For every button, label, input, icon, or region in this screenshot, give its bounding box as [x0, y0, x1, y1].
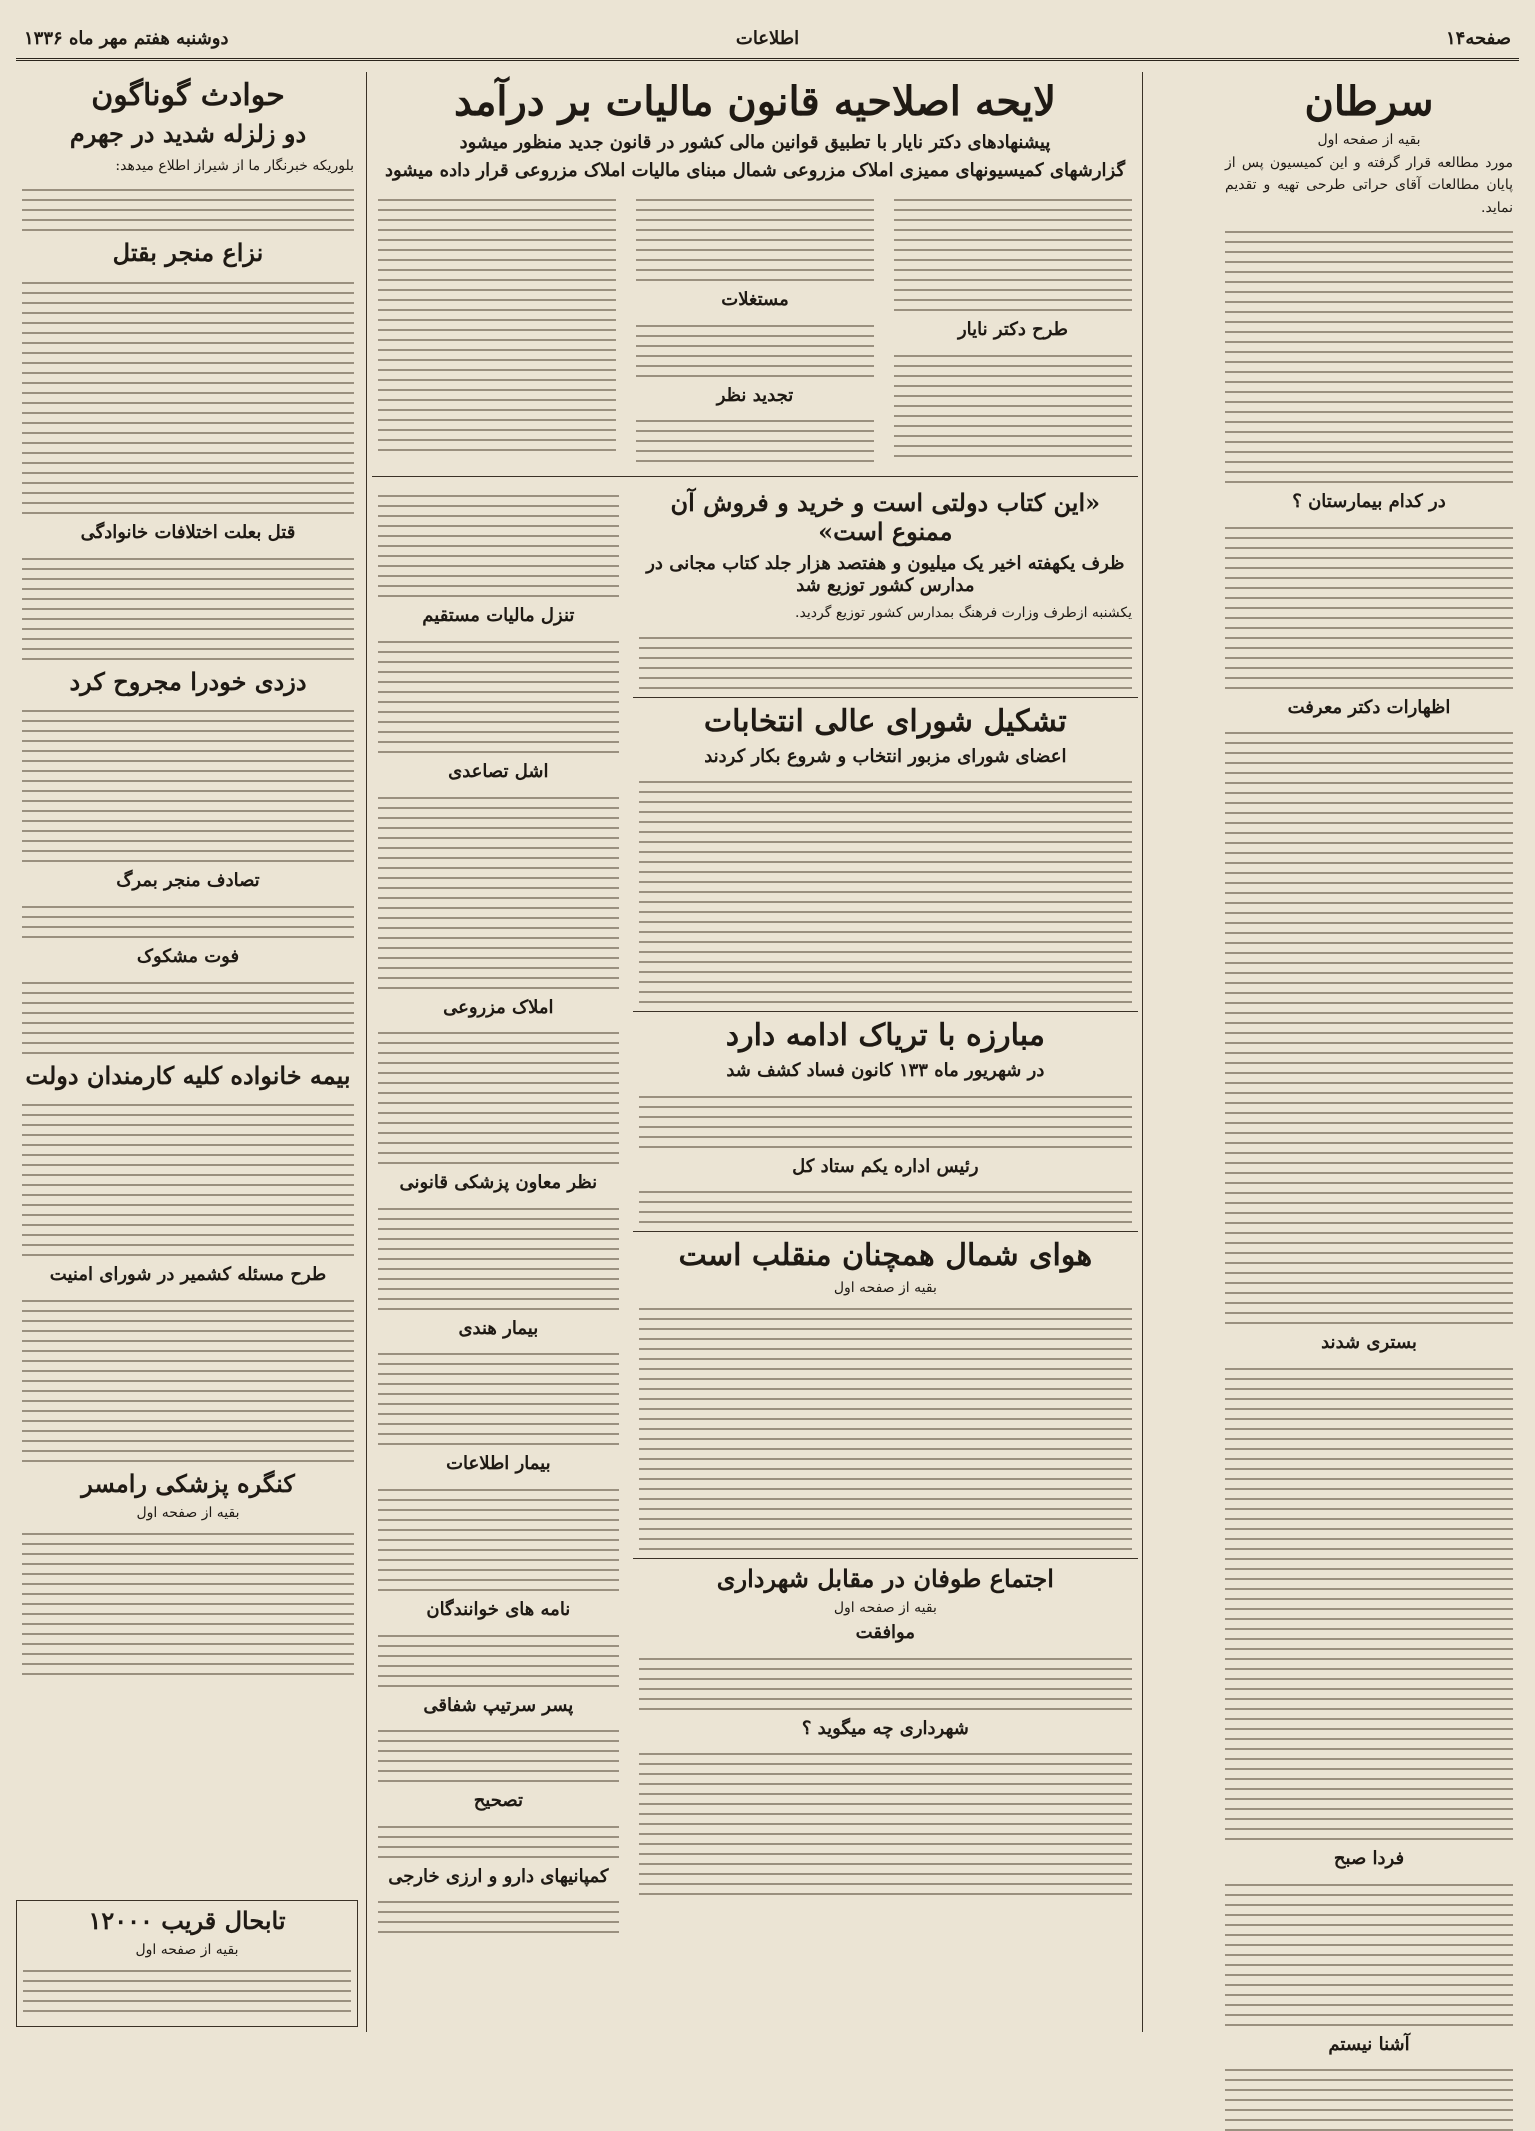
column-left: [16, 72, 360, 2032]
newspaper-name: اطلاعات: [735, 28, 800, 49]
text-block: [378, 789, 619, 989]
tax-subhead-farmland: املاک مزروعی: [443, 996, 554, 1018]
text-block: [378, 191, 616, 451]
tax-article-subtitle-2: گزارشهای کمیسیونهای ممیزی املاک مزروعی شمال مبنای مالیات املاک مزروعی قرار داده میشود: [384, 159, 1126, 181]
text-block: [1225, 223, 1513, 483]
misc-news-title: حوادث گوناگون: [91, 78, 285, 113]
text-block: [1225, 519, 1513, 689]
weather-article-continued: بقیه از صفحه اول: [833, 1280, 937, 1297]
family-killing-title: قتل بعلت اختلافات خانوادگی: [80, 521, 296, 543]
text-block: [22, 1096, 354, 1256]
cancer-article-paragraph: مورد مطالعه قرار گرفته و این کمیسیون پس از پایان مطالعات آقای حراتی طرحی تهیه و تقدیم نماید.: [1225, 155, 1513, 216]
cancer-subhead-tomorrow: فردا صبح: [1333, 1847, 1405, 1869]
text-block: [23, 1962, 351, 2012]
text-block: [894, 191, 1132, 311]
text-block: [639, 1650, 1132, 1710]
column-center: [372, 72, 1138, 2032]
cancer-subhead-forensic: نظر معاون پزشکی قانونی: [399, 1172, 598, 1194]
section-divider: [633, 697, 1138, 698]
text-block: [378, 1481, 619, 1591]
cancer-subhead-hospital: در کدام بیمارستان ؟: [1292, 491, 1446, 513]
text-block: [639, 1300, 1132, 1550]
text-block: [22, 1525, 354, 1675]
text-block: [378, 1722, 619, 1782]
bottom-left-box-continued: بقیه از صفحه اول: [135, 1941, 239, 1958]
text-block: [22, 550, 354, 660]
text-block: [378, 1200, 619, 1310]
tax-article-subtitle-1: پیشنهادهای دکتر نایار با تطبیق قوانین مالی کشور در قانون جدید منظور میشود: [459, 132, 1051, 153]
fatal-accident-title: تصادف منجر بمرگ: [116, 870, 260, 892]
tax-subhead-progressive: اشل تصاعدی: [448, 760, 549, 782]
election-article-subtitle: اعضای شورای مزبور انتخاب و شروع بکار کردند: [704, 745, 1067, 767]
readers-letters-title: نامه های خوانندگان: [426, 1598, 571, 1620]
correction-title: تصحیح: [473, 1790, 523, 1812]
storm-subhead-agreement: موافقت: [855, 1622, 915, 1644]
text-block: [1225, 724, 1513, 1324]
storm-subhead-municipality: شهرداری چه میگوید ؟: [801, 1717, 969, 1739]
text-block: [639, 629, 1132, 689]
tax-subhead-reduction: تنزل مالیات مستقیم: [422, 605, 575, 627]
text-block: [22, 274, 354, 514]
book-article-subtitle: ظرف یکهفته اخیر یک میلیون و هفتصد هزار جلد کتاب مجانی در مدارس کشور توزیع شد: [646, 552, 1125, 596]
text-block: [378, 633, 619, 753]
cancer-subhead-indian-patient: بیمار هندی: [458, 1317, 539, 1339]
opium-article-subtitle: در شهریور ماه ۱۳۳ کانون فساد کشف شد: [726, 1060, 1045, 1082]
quake-article-title: دو زلزله شدید در جهرم: [69, 119, 307, 148]
section-divider: [633, 1558, 1138, 1559]
text-block: [378, 1627, 619, 1687]
text-block: [639, 1088, 1132, 1148]
text-block: [1225, 2061, 1513, 2131]
fight-article-title: نزاع منجر بقتل: [112, 238, 264, 268]
text-block: [636, 317, 874, 377]
subhead-general-son: پسر سرتیپ شفاقی: [423, 1694, 574, 1716]
text-block: [378, 1345, 619, 1445]
column-divider: [366, 72, 367, 2032]
suspicious-death-title: فوت مشکوک: [136, 945, 240, 967]
opium-article-title: مبارزه با تریاک ادامه دارد: [725, 1018, 1045, 1054]
text-block: [378, 487, 619, 597]
section-divider: [372, 476, 1138, 477]
ramsar-congress-continued: بقیه از صفحه اول: [136, 1504, 240, 1521]
storm-article-title: اجتماع طوفان در مقابل شهرداری: [716, 1564, 1054, 1594]
insurance-article-title: بیمه خانواده کلیه کارمندان دولت: [25, 1060, 351, 1090]
tax-subhead-proposal: طرح دکتر نایار: [957, 319, 1069, 341]
text-block: [636, 412, 874, 462]
bottom-left-box: [16, 1900, 358, 2027]
thief-article-title: دزدی خودرا مجروح کرد: [69, 666, 307, 696]
text-block: [378, 1818, 619, 1858]
storm-article-continued: بقیه از صفحه اول: [833, 1600, 937, 1617]
text-block: [1225, 1876, 1513, 2026]
page-header: [16, 22, 1519, 61]
election-article-title: تشکیل شورای عالی انتخابات: [703, 703, 1067, 739]
foreign-drug-companies-title: کمپانیهای دارو و ارزی خارجی: [388, 1865, 609, 1887]
text-block: [22, 702, 354, 862]
weather-article-title: هوای شمال همچنان منقلب است: [678, 1238, 1093, 1274]
text-block: [378, 1024, 619, 1164]
cancer-subhead-unfamiliar: آشنا نیستم: [1328, 2033, 1410, 2055]
cancer-article-continued: بقیه از صفحه اول: [1317, 132, 1421, 148]
cancer-article-title: سرطان: [1304, 78, 1434, 125]
bottom-left-box-title: تابحال قریب ۱۲۰۰۰: [88, 1906, 286, 1935]
tax-subhead-buildings: مستغلات: [721, 289, 789, 311]
section-divider: [633, 1011, 1138, 1012]
book-article-text: یکشنبه ازطرف وزارت فرهنگ بمدارس کشور توزیع گردید.: [795, 605, 1132, 622]
text-block: [22, 181, 354, 231]
text-block: [22, 898, 354, 938]
text-block: [22, 974, 354, 1054]
text-block: [639, 1183, 1132, 1223]
issue-date: دوشنبه هفتم مهر ماه ۱۳۳۶: [24, 28, 229, 49]
text-block: [378, 1893, 619, 1933]
tax-article-title: لایحه اصلاحیه قانون مالیات بر درآمد: [453, 78, 1057, 125]
quake-article-text: بلوریکه خبرنگار ما از شیراز اطلاع میدهد:: [115, 157, 354, 174]
cancer-subhead-patient-info: بیمار اطلاعات: [446, 1453, 551, 1475]
page-number: صفحه۱۴: [1445, 28, 1511, 49]
kashmir-article-title: طرح مسئله کشمیر در شورای امنیت: [49, 1264, 327, 1286]
text-block: [636, 191, 874, 281]
ramsar-congress-title: کنگره پزشکی رامسر: [81, 1468, 295, 1498]
cancer-subhead-admitted: بستری شدند: [1321, 1332, 1417, 1354]
opium-subhead-chief: رئیس اداره یکم ستاد کل: [792, 1155, 979, 1177]
text-block: [639, 773, 1132, 1003]
cancer-subhead-statements: اظهارات دکتر معرفت: [1287, 696, 1451, 718]
book-article-title: «این کتاب دولتی است و خرید و فروش آن ممنوع است»: [670, 488, 1101, 547]
column-divider: [1142, 72, 1143, 2032]
text-block: [639, 1745, 1132, 1895]
text-block: [1225, 1360, 1513, 1840]
column-right: [1219, 72, 1519, 2055]
text-block: [22, 1292, 354, 1462]
section-divider: [633, 1231, 1138, 1232]
text-block: [894, 347, 1132, 457]
tax-subhead-review: تجدید نظر: [716, 384, 794, 406]
